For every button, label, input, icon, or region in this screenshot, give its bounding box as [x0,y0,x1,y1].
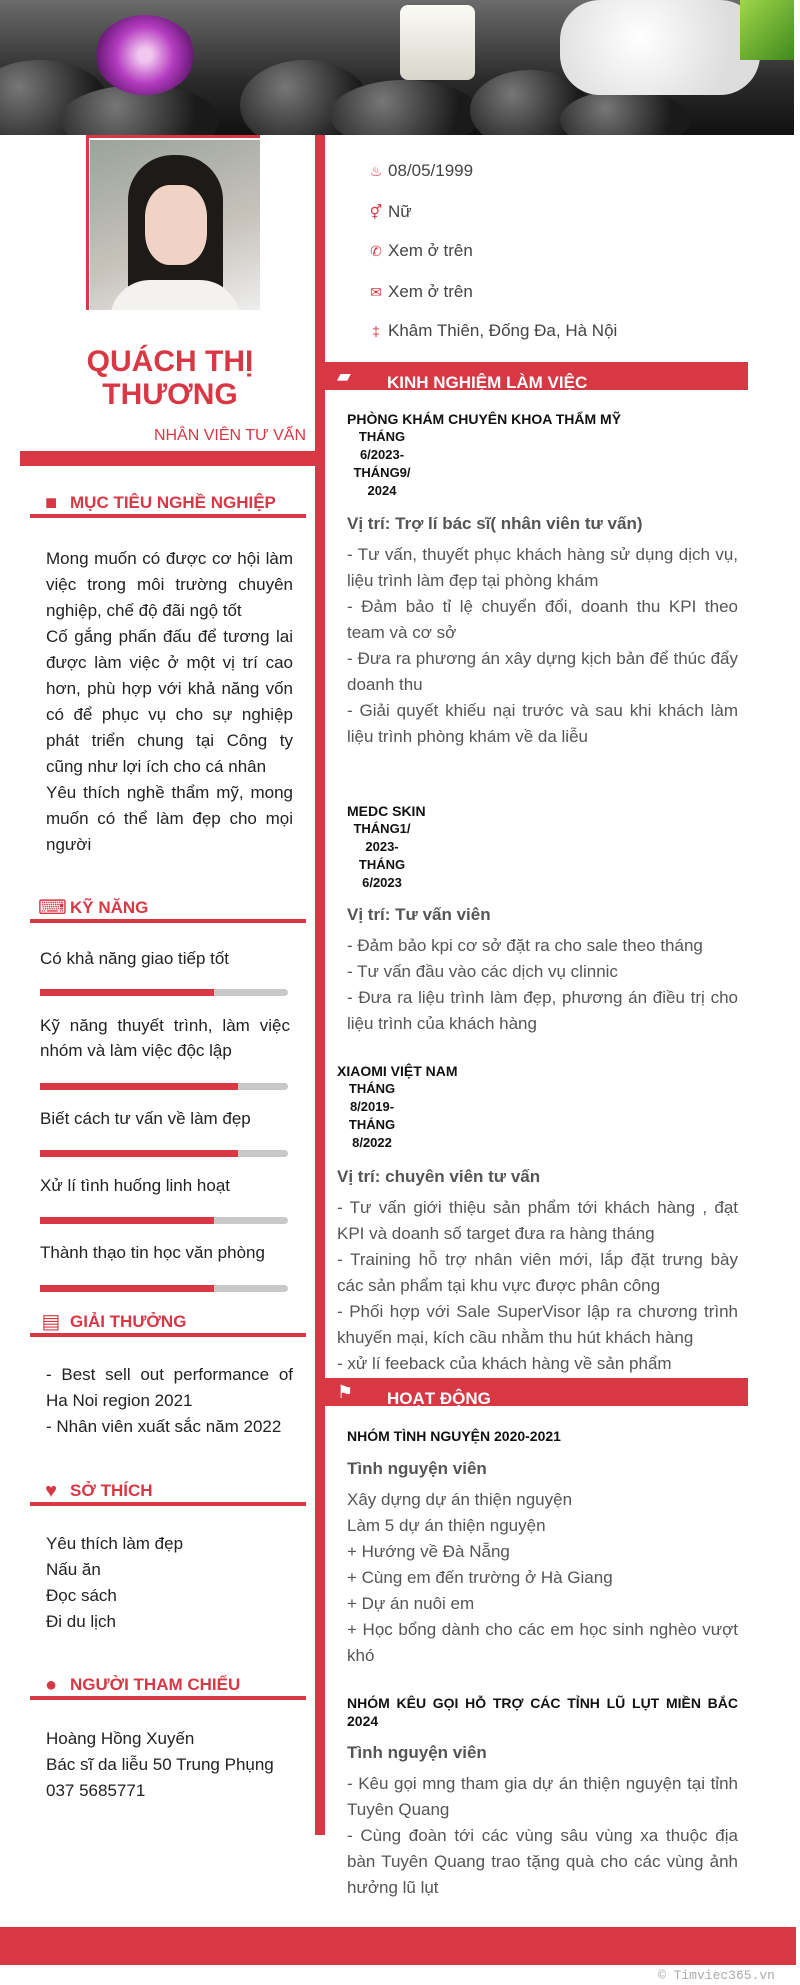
activity-line: Làm 5 dự án thiện nguyện [347,1516,546,1535]
towel [560,0,760,95]
activity-line: - Cùng đoàn tới các vùng sâu vùng xa thuộc địa bàn Tuyên Quang trao tặng quà cho các vùng ảnh hưởng lũ lụt [347,1826,738,1897]
activity-group: NHÓM TÌNH NGUYỆN 2020-2021 [347,1428,561,1444]
candidate-name [40,345,300,411]
job-title: NHÂN VIÊN TƯ VẤN [153,427,306,444]
left-divider-bar [20,451,315,466]
activity-line: + Hướng về Đà Nẵng [347,1542,510,1561]
job-duty: - Đưa ra phương án xây dựng kịch bản để thúc đẩy doanh thu [347,649,738,694]
skill-name: Biết cách tư vấn về làm đẹp [40,1109,251,1128]
person-icon: ● [44,1674,58,1696]
skill-level-bar [40,1217,288,1224]
job-period: THÁNG 6/2023- THÁNG9/ 2024 [353,429,411,498]
watermark: © Timviec365.vn [657,1968,775,1983]
skill-level-fill [40,1217,214,1224]
skill-level-fill [40,989,214,996]
activity-group: NHÓM KÊU GỌI HỖ TRỢ CÁC TỈNH LŨ LỤT MIỀN BẮC 2024 [347,1695,738,1729]
section-header-activities [325,1378,748,1406]
job-duty: - xử lí feeback của khách hàng về sản phẩm [337,1354,672,1373]
award-item: - Nhân viên xuất sắc năm 2022 [46,1417,282,1436]
avatar [90,140,260,310]
hobby-item: Yêu thích làm đẹp [46,1534,184,1553]
activity-role: Tình nguyện viên [347,1459,487,1478]
skill-level-fill [40,1285,214,1292]
skill-level-bar [40,1285,288,1292]
gender-icon: ⚥ [369,203,383,220]
section-title: SỞ THÍCH [70,1481,153,1500]
skill-name: Kỹ năng thuyết trình, làm việc nhóm và làm việc độc lập [40,1016,290,1060]
activity-line: - Kêu gọi mng tham gia dự án thiện nguyện tại tỉnh Tuyên Quang [347,1774,738,1819]
activity-line: + Dự án nuôi em [347,1594,475,1613]
activity-role: Tình nguyện viên [347,1743,487,1762]
job-position: Vị trí: chuyên viên tư vấn [337,1167,541,1186]
section-header-awards [30,1309,306,1337]
phone-icon: ✆ [370,242,382,259]
section-title: NGƯỜI THAM CHIẾU [70,1675,241,1694]
job-period: THÁNG 8/2019- THÁNG 8/2022 [348,1081,396,1150]
info-email [366,281,473,303]
section-title: KỸ NĂNG [70,898,149,917]
activity-line: + Cùng em đến trường ở Hà Giang [347,1568,613,1587]
footer-bar [0,1927,796,1965]
job-company: MEDC SKIN [347,803,426,819]
address-signpost-icon: ‡ [372,323,380,339]
job-description [347,542,738,750]
section-title: KINH NGHIỆM LÀM VIỆC [387,373,588,390]
section-title: MỤC TIÊU NGHỀ NGHIỆP [70,493,276,512]
section-header-hobbies [30,1478,306,1506]
objective-text [46,546,293,858]
job-duty: - Đưa ra liệu trình làm đẹp, phương án điều trị cho liệu trình của khách hàng [347,988,738,1033]
email-icon: ✉ [370,283,382,300]
hobby-item: Đọc sách [46,1586,117,1605]
activity-line: + Học bổng dành cho các em học sinh nghèo vượt khó [347,1620,738,1665]
email-value: Xem ở trên [388,282,473,301]
job-duty: - Đảm bảo tỉ lệ chuyển đổi, doanh thu KPI theo team và cơ sở [347,597,738,642]
job-duty: - Training hỗ trợ nhân viên mới, lắp đặt trưng bày các sản phẩm tại khu vực được phân công [337,1250,738,1295]
job-position: Vị trí: Trợ lí bác sĩ( nhân viên tư vấn) [347,514,643,533]
reference-position: Bác sĩ da liễu 50 Trung Phụng [46,1755,274,1774]
candle [400,5,475,80]
info-gender [366,201,412,223]
reference-name: Hoàng Hồng Xuyến [46,1729,195,1748]
awards-list [46,1362,293,1440]
vertical-divider [315,135,325,1835]
job-duty: - Phối hợp với Sale SuperVisor lập ra chương trình khuyến mại, kích cầu nhằm thu hút khách hàng [337,1302,738,1347]
activity-line: Xây dựng dự án thiện nguyện [347,1490,573,1509]
leaf [740,0,794,60]
info-phone [366,240,473,262]
header-banner-image [0,0,794,135]
activity-description [347,1487,738,1669]
info-address [366,320,617,342]
job-period: THÁNG1/ 2023- THÁNG 6/2023 [353,821,411,890]
name-line-2: THƯƠNG [102,378,238,411]
skill-level-bar [40,1150,288,1157]
skill-name: Xử lí tình huống linh hoạt [40,1176,231,1195]
skill-name: Thành thạo tin học văn phòng [40,1243,265,1262]
job-position: Vị trí: Tư vấn viên [347,905,491,924]
objective-paragraph: Mong muốn có được cơ hội làm việc trong môi trường chuyên nghiệp, chế độ đãi ngộ tốt [46,549,293,620]
skill-name: Có khả năng giao tiếp tốt [40,949,230,968]
job-company: XIAOMI VIỆT NAM [337,1063,458,1079]
briefcase-icon: ■ [44,492,58,514]
references-list [46,1726,293,1804]
keyboard-icon: ⌨ [38,897,67,919]
job-description [337,1195,738,1377]
job-duty: - Tư vấn giới thiệu sản phẩm tới khách hàng , đạt KPI và doanh số target đưa ra hàng tháng [337,1198,738,1243]
orchid-flower [95,15,195,95]
section-header-experience [325,362,748,390]
book-icon: ▰ [337,366,351,386]
newspaper-icon: ▤ [41,1311,61,1333]
section-title: HOẠT ĐỘNG [387,1389,491,1406]
name-line-1: QUÁCH THỊ [86,345,254,378]
flag-icon: ⚑ [337,1382,354,1402]
hobbies-list [46,1531,293,1635]
skill-level-bar [40,1083,288,1090]
job-duty: - Giải quyết khiếu nại trước và sau khi khách làm liệu trình phòng khám về da liễu [347,701,738,746]
section-header-objective [30,490,306,518]
skill-level-fill [40,1083,238,1090]
phone-value: Xem ở trên [388,241,473,260]
skill-level-fill [40,1150,238,1157]
skill-level-bar [40,989,288,996]
gender-value: Nữ [388,202,412,221]
section-title: GIẢI THƯỞNG [70,1312,187,1331]
address-value: Khâm Thiên, Đống Đa, Hà Nội [388,321,618,340]
birthday-cake-icon: ♨ [369,162,383,179]
objective-paragraph: Yêu thích nghề thẩm mỹ, mong muốn có thể làm đẹp cho mọi người [46,783,293,854]
job-company: PHÒNG KHÁM CHUYÊN KHOA THẨM MỸ [347,411,622,427]
hobby-item: Nấu ăn [46,1560,101,1579]
section-header-skills [30,895,306,923]
section-header-references [30,1672,306,1700]
reference-phone: 037 5685771 [46,1781,146,1800]
heart-icon: ♥ [45,1480,57,1502]
hobby-item: Đi du lịch [46,1612,116,1631]
job-duty: - Đảm bảo kpi cơ sở đặt ra cho sale theo tháng [347,936,703,955]
info-birthday [366,160,473,182]
award-item: - Best sell out performance of Ha Noi region 2021 [46,1365,293,1410]
activity-description [347,1771,738,1901]
job-duty: - Tư vấn, thuyết phục khách hàng sử dụng dịch vụ, liệu trình làm đẹp tại phòng khám [347,545,738,590]
birthday-value: 08/05/1999 [388,161,474,180]
job-duty: - Tư vấn đầu vào các dịch vụ clinnic [347,962,618,981]
objective-paragraph: Cố gắng phấn đấu để tương lai được làm việc ở một vị trí cao hơn, phù hợp với khả năng vốn có để phục vụ cho sự nghiệp phát triển chung tại Công ty cũng như lợi ích cho cá nhân [46,627,293,776]
job-description [347,933,738,1037]
